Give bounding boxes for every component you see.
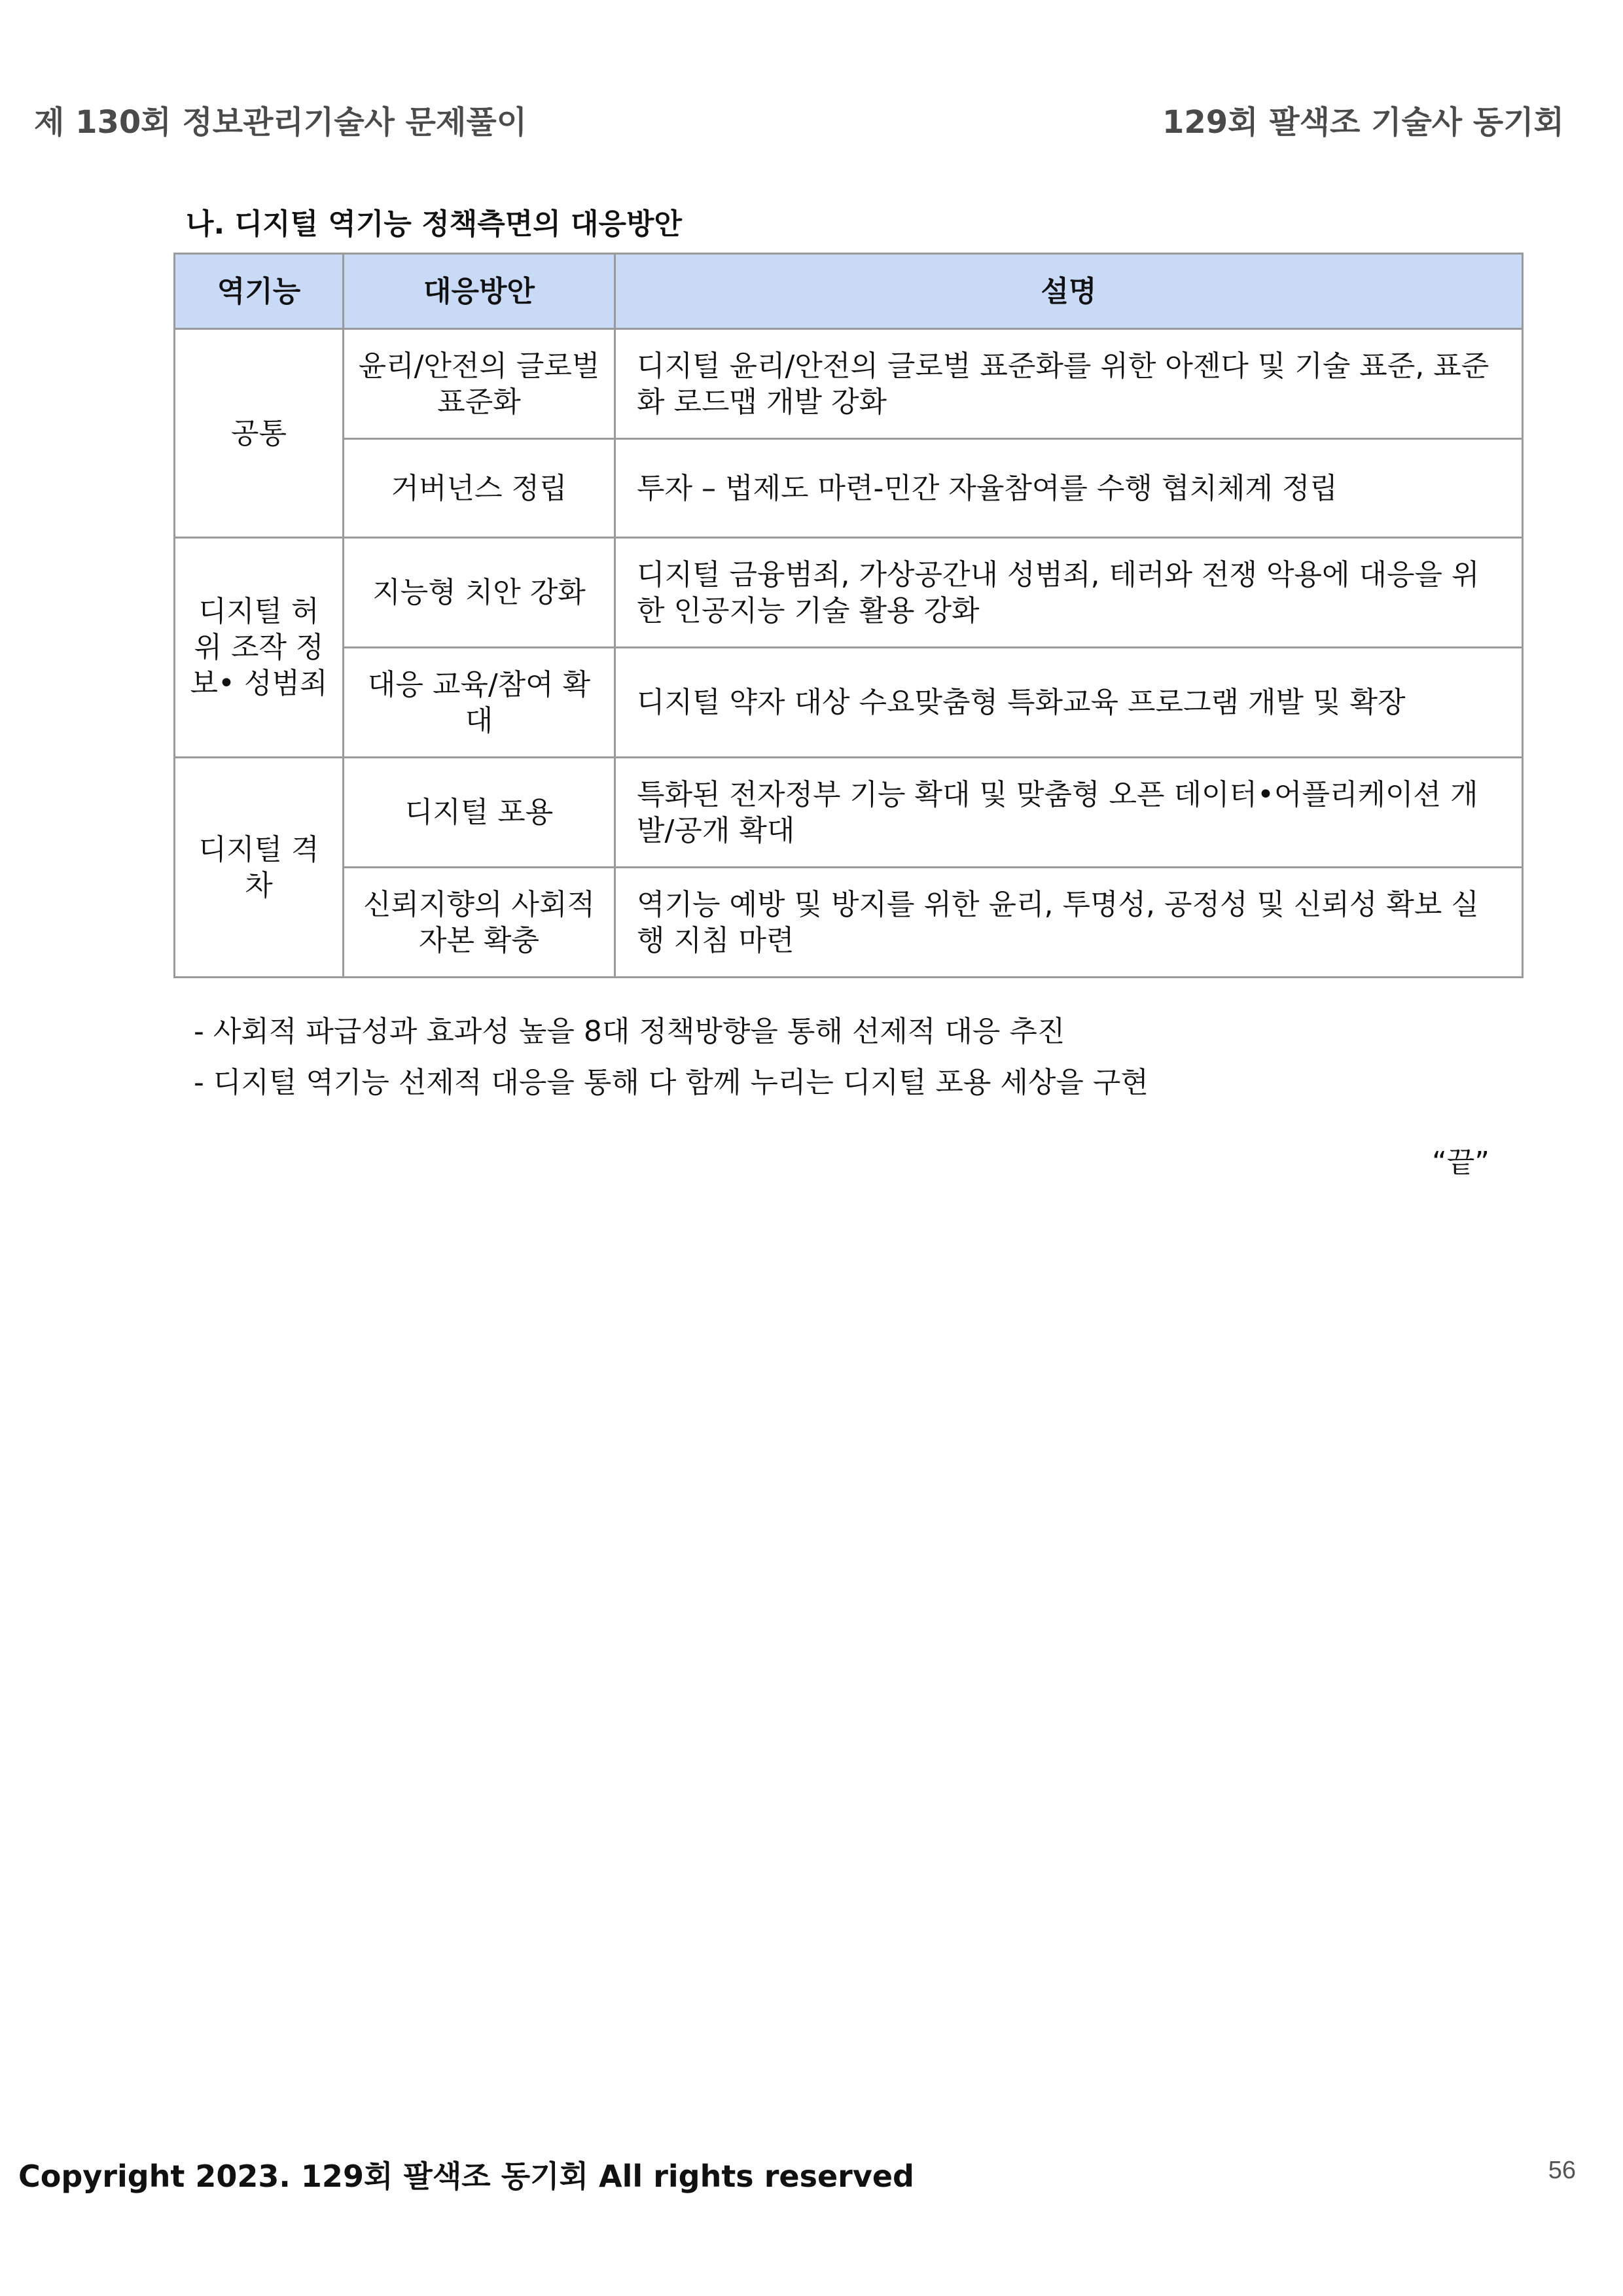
header-left-title: 제 130회 정보관리기술사 문제풀이 xyxy=(34,104,527,141)
function-cell-digital-divide: 디지털 격차 xyxy=(175,758,344,978)
column-header-function: 역기능 xyxy=(175,254,344,329)
response-cell: 신뢰지향의 사회적 자본 확충 xyxy=(344,868,615,978)
description-cell: 디지털 약자 대상 수요맞춤형 특화교육 프로그램 개발 및 확장 xyxy=(615,648,1523,758)
description-cell: 디지털 윤리/안전의 글로벌 표준화를 위한 아젠다 및 기술 표준, 표준화 로드맵 개발 강화 xyxy=(615,329,1523,439)
policy-table xyxy=(173,253,1524,978)
table-row xyxy=(175,329,1523,439)
response-cell: 윤리/안전의 글로벌 표준화 xyxy=(344,329,615,439)
response-cell: 지능형 치안 강화 xyxy=(344,538,615,648)
bullet-list xyxy=(194,1006,1149,1108)
table-row xyxy=(175,648,1523,758)
description-cell: 특화된 전자정부 기능 확대 및 맞춤형 오픈 데이터•어플리케이션 개발/공개 확대 xyxy=(615,758,1523,868)
table-header-row xyxy=(175,254,1523,329)
description-cell: 역기능 예방 및 방지를 위한 윤리, 투명성, 공정성 및 신뢰성 확보 실행 지침 마련 xyxy=(615,868,1523,978)
description-cell: 투자 – 법제도 마련-민간 자율참여를 수행 협치체계 정립 xyxy=(615,439,1523,538)
response-cell: 거버넌스 정립 xyxy=(344,439,615,538)
table-row xyxy=(175,758,1523,868)
column-header-description: 설명 xyxy=(615,254,1523,329)
function-cell-disinformation: 디지털 허위 조작 정보• 성범죄 xyxy=(175,538,344,758)
response-cell: 디지털 포용 xyxy=(344,758,615,868)
function-cell-common: 공통 xyxy=(175,329,344,538)
column-header-response: 대응방안 xyxy=(344,254,615,329)
table-row xyxy=(175,439,1523,538)
section-title: 나. 디지털 역기능 정책측면의 대응방안 xyxy=(186,207,683,241)
header-right-title: 129회 팔색조 기술사 동기회 xyxy=(1162,104,1564,141)
bullet-item: - 사회적 파급성과 효과성 높을 8대 정책방향을 통해 선제적 대응 추진 xyxy=(194,1015,1065,1048)
end-mark: “끝” xyxy=(1432,1146,1490,1179)
footer-copyright: Copyright 2023. 129회 팔색조 동기회 All rights reserved xyxy=(18,2159,914,2194)
table-row xyxy=(175,538,1523,648)
page-number: 56 xyxy=(1548,2157,1576,2184)
bullet-item: - 디지털 역기능 선제적 대응을 통해 다 함께 누리는 디지털 포용 세상을 구현 xyxy=(194,1066,1149,1099)
response-cell: 대응 교육/참여 확대 xyxy=(344,648,615,758)
description-cell: 디지털 금융범죄, 가상공간내 성범죄, 테러와 전쟁 악용에 대응을 위한 인공지능 기술 활용 강화 xyxy=(615,538,1523,648)
table-row xyxy=(175,868,1523,978)
